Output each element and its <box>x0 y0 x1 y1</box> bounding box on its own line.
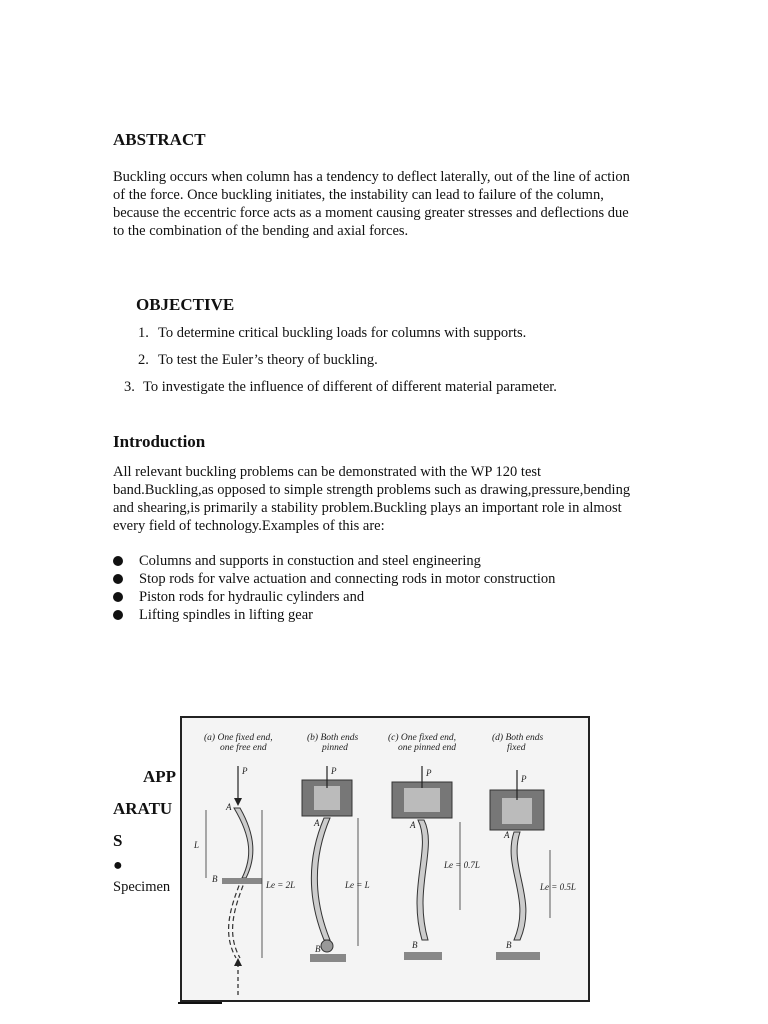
column-b <box>302 766 370 962</box>
column-c <box>392 766 480 960</box>
introduction-paragraph <box>113 463 673 535</box>
bottom-label: B <box>506 940 512 950</box>
effective-length-label: Le = 0.5L <box>540 882 576 892</box>
list-item: Lifting spindles in lifting gear <box>113 606 555 624</box>
objective-item-text: To determine critical buckling loads for columns with supports. <box>158 325 527 341</box>
apparatus-heading-line: S <box>113 831 123 850</box>
objective-item-text: To investigate the influence of different of different material parameter. <box>143 379 557 395</box>
objective-item-number: 3. <box>124 379 135 395</box>
column-a <box>193 766 295 998</box>
effective-length-label: Le = 2L <box>266 880 296 890</box>
objective-item <box>138 352 378 369</box>
abstract-heading: ABSTRACT <box>113 130 206 149</box>
caption-c-line2: one pinned end <box>398 743 457 753</box>
apparatus-item: Specimen <box>113 879 171 895</box>
objective-item-number: 1. <box>138 325 149 341</box>
length-label: L <box>194 840 200 850</box>
effective-length-label: Le = 0.7L <box>444 860 480 870</box>
bullet-icon <box>113 556 123 566</box>
objective-item-text: To test the Euler’s theory of buckling. <box>158 352 378 368</box>
list-item: Columns and supports in constuction and steel engineering <box>113 552 555 570</box>
abstract-paragraph <box>113 168 673 240</box>
effective-length-label: Le = L <box>345 880 370 890</box>
top-label: A <box>410 820 416 830</box>
list-item: Piston rods for hydraulic cylinders and <box>113 588 555 606</box>
column-d <box>490 770 576 960</box>
load-label: P <box>521 774 527 784</box>
abstract-line: of the force. Once buckling initiates, the instability can lead to failure of the column, <box>113 187 604 203</box>
introduction-line: every field of technology.Examples of this are: <box>113 518 385 534</box>
load-label: P <box>331 766 337 776</box>
apparatus-bullet-icon: ● <box>113 857 123 874</box>
top-label: A <box>314 818 320 828</box>
caption-b-line2: pinned <box>322 743 348 753</box>
caption-a-line1: (a) One fixed end, <box>204 733 273 743</box>
load-label: P <box>242 766 248 776</box>
load-label: P <box>426 768 432 778</box>
objective-item <box>124 379 557 396</box>
abstract-line: Buckling occurs when column has a tendency to deflect laterally, out of the line of action <box>113 169 630 185</box>
top-label: A <box>226 802 232 812</box>
bottom-label: B <box>212 874 218 884</box>
abstract-line: to the combination of the bending and axial forces. <box>113 223 409 239</box>
bullet-icon <box>113 610 123 620</box>
introduction-heading: Introduction <box>113 432 206 451</box>
bottom-label: B <box>315 944 321 954</box>
caption-d-line2: fixed <box>507 743 526 753</box>
introduction-line: band.Buckling,as opposed to simple strength problems such as drawing,pressure,bending <box>113 482 631 498</box>
list-item: Stop rods for valve actuation and connecting rods in motor construction <box>113 570 555 588</box>
apparatus-heading-line: APP <box>143 767 177 786</box>
bullet-icon <box>113 592 123 602</box>
apparatus-heading-line: ARATU <box>113 799 173 818</box>
top-label: A <box>504 830 510 840</box>
bottom-label: B <box>412 940 418 950</box>
caption-d-line1: (d) Both ends <box>492 733 544 743</box>
divider <box>178 1002 222 1004</box>
objective-item-number: 2. <box>138 352 149 368</box>
introduction-line: All relevant buckling problems can be demonstrated with the WP 120 test <box>113 464 542 480</box>
introduction-line: and shearing,is primarily a stability problem.Buckling plays an important role in almost <box>113 500 622 516</box>
objective-item <box>138 325 527 342</box>
caption-b-line1: (b) Both ends <box>307 733 359 743</box>
column-end-conditions-figure <box>180 716 590 1002</box>
objective-heading: OBJECTIVE <box>136 295 235 314</box>
caption-c-line1: (c) One fixed end, <box>388 733 457 743</box>
examples-list <box>113 552 555 624</box>
abstract-line: because the eccentric force acts as a moment causing greater stresses and deflections due <box>113 205 629 221</box>
bullet-icon <box>113 574 123 584</box>
figure-svg <box>182 718 588 1000</box>
caption-a-line2: one free end <box>220 743 267 753</box>
